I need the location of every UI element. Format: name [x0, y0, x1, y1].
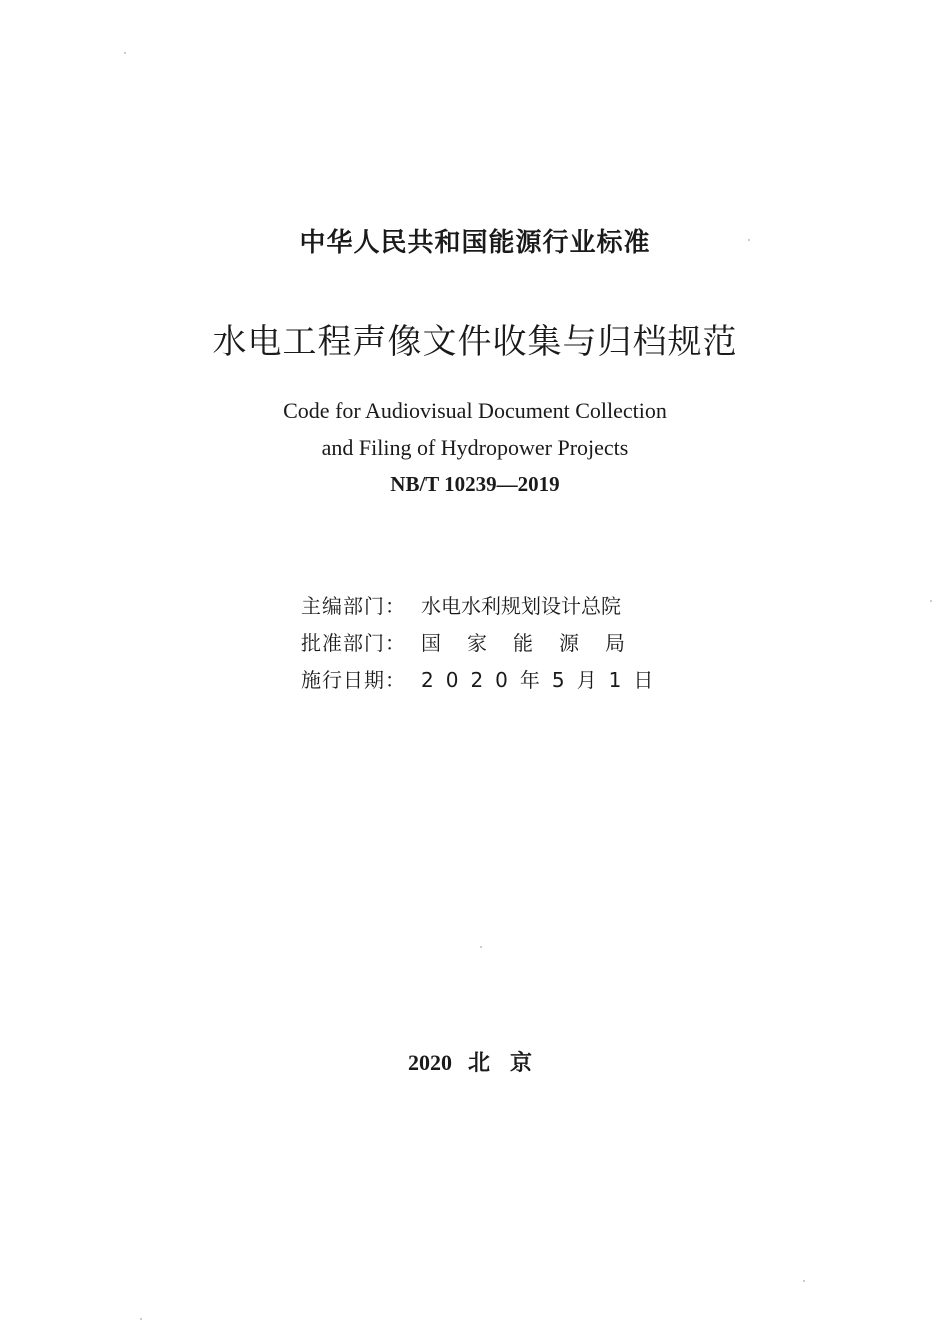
- effective-date-label: 施行日期：: [301, 668, 406, 692]
- title-chinese: 水电工程声像文件收集与归档规范: [212, 322, 738, 362]
- publisher-city: 北京: [468, 1051, 553, 1076]
- scan-speck: [748, 239, 750, 241]
- scan-speck: [480, 946, 482, 948]
- scan-speck: [124, 52, 126, 54]
- standard-category: 中华人民共和国能源行业标准: [299, 228, 651, 258]
- title-english-line2: and Filing of Hydropower Projects: [321, 435, 629, 460]
- approver-label: 批准部门：: [301, 631, 406, 655]
- scan-speck: [803, 1280, 805, 1282]
- scan-speck: [140, 1318, 142, 1320]
- effective-date-row: [301, 664, 701, 701]
- title-english-line1: Code for Audiovisual Document Collection: [283, 398, 667, 423]
- info-block: [301, 590, 701, 701]
- publisher-line: [408, 1046, 552, 1077]
- scan-speck: [930, 600, 932, 602]
- approver-value: 国家能源局: [421, 631, 651, 655]
- publisher-year: 2020: [408, 1050, 452, 1075]
- effective-date-value: 2020年5月1日: [421, 668, 666, 692]
- approver-row: [301, 627, 701, 664]
- editor-value: 水电水利规划设计总院: [421, 594, 621, 618]
- editor-label: 主编部门：: [301, 594, 406, 618]
- standard-number: NB/T 10239—2019: [390, 472, 560, 496]
- editor-row: [301, 590, 701, 627]
